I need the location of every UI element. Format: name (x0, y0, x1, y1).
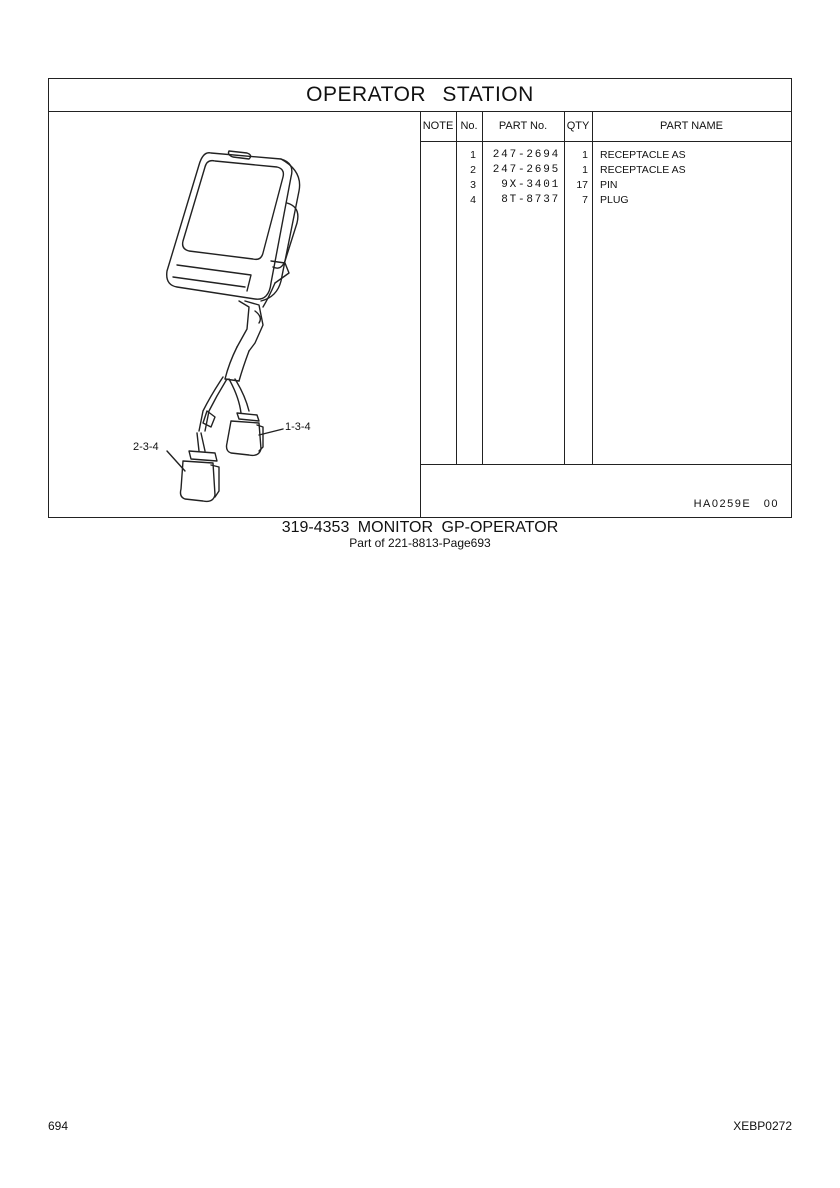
col-header-qty: QTY (564, 111, 592, 142)
table-row (420, 193, 791, 208)
row-part-name: PIN (600, 179, 618, 191)
callout-2-3-4: 2-3-4 (133, 441, 159, 453)
row-part-name: RECEPTACLE AS (600, 149, 686, 161)
table-bottom-rule (420, 464, 791, 465)
row-part-name: RECEPTACLE AS (600, 164, 686, 176)
row-qty: 1 (582, 164, 588, 176)
row-no: 2 (470, 164, 476, 176)
parts-frame (48, 78, 792, 518)
callout-1-3-4: 1-3-4 (285, 421, 311, 433)
row-part-no: 247-2695 (492, 164, 560, 176)
row-qty: 1 (582, 149, 588, 161)
col-header-no: No. (456, 111, 482, 142)
page-title: OPERATOR STATION (49, 79, 791, 112)
page-number: 694 (48, 1119, 69, 1133)
table-row (420, 178, 791, 193)
document-code: XEBP0272 (733, 1119, 792, 1133)
row-part-no: 9X-3401 (501, 179, 560, 191)
assembly-caption: 319-4353 MONITOR GP-OPERATOR (281, 519, 559, 536)
row-qty: 17 (576, 179, 588, 191)
row-part-no: 8T-8737 (501, 194, 560, 206)
col-header-part-name: PART NAME (592, 111, 791, 142)
row-part-name: PLUG (600, 194, 629, 206)
illustration-panel (49, 111, 421, 517)
row-no: 4 (470, 194, 476, 206)
assembly-reference: Part of 221-8813-Page693 (349, 536, 491, 550)
row-part-no: 247-2694 (492, 149, 560, 161)
col-header-part-no: PART No. (482, 111, 564, 142)
row-qty: 7 (582, 194, 588, 206)
monitor-illustration (49, 111, 419, 519)
col-header-note: NOTE (420, 111, 456, 142)
drawing-code: HA0259E 00 (693, 498, 779, 510)
row-no: 3 (470, 179, 476, 191)
parts-table (420, 111, 791, 517)
row-no: 1 (470, 149, 476, 161)
table-row (420, 163, 791, 178)
table-row (420, 148, 791, 163)
